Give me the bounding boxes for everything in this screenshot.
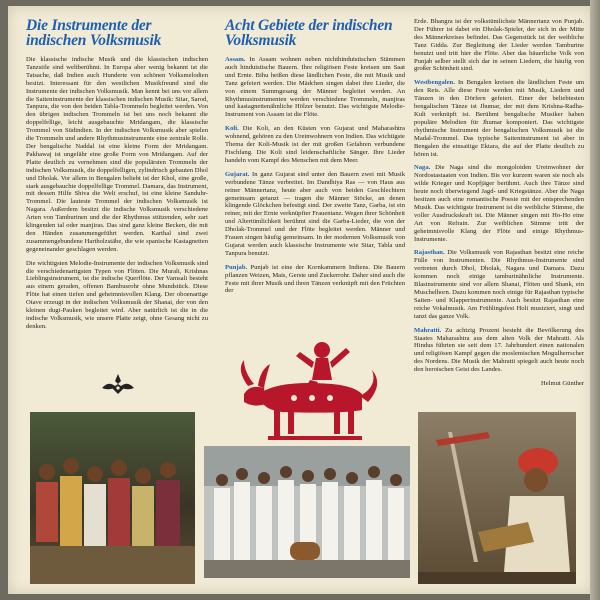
section-head: Mahratti. <box>414 326 442 334</box>
section-koli <box>225 125 405 165</box>
sleeve-edge <box>590 0 600 600</box>
section-text: Zu achtzig Prozent besteht die Bevölkerung des Staates Maharashtra aus dem alten Volk der Mahratti. Als Hindus führten sie seit dem 17. Jahrhundert einen nationalen und religiösen Kampf gegen die moslemischen Mogulherrscher des Nordens. Die Musik der Mahratti spiegelt auch heute noch den heroischen Geist des Landes. <box>414 326 584 374</box>
floral-ornament-icon <box>100 372 136 396</box>
column-regions-continued <box>414 18 584 394</box>
author-signature: Helmut Günther <box>540 380 584 388</box>
section-head: Westbengalen. <box>414 79 455 87</box>
photo-musicians-group <box>204 446 410 578</box>
section-text: In Bengalen kreisen die ländlichen Feste um den Reis. Alle diese Feste werden mit Musik, Liedern und Tänzen in den Dörfern gefeiert. Einer der beliebtesten bengalischen Tänze ist Jhumar, der mit dem Krishna-Radha-Kult verknüpft ist. Berühmt bengalische Musiker haben populäre Melodien für Jhumar komponiert. Das wichtigste rhythmische Instrument der bengalischen Volksmusik ist die Madal-Trommel. Das typische Saiteninstrument ist aber in Bengalen die einsaitige Ektara, die auf der Platte deutlich zu hören ist. <box>414 79 584 158</box>
rider-on-bull-motif <box>222 336 390 446</box>
punjab-continued: Erde. Bhangra ist der volkstümlichste Männertanz von Punjab. Der Führer ist dabei ein Dholak-Spieler, der sich in der Mitte des Männerkreises befindet. Das Gegenstück ist der weibliche Tanz Gidda. Zur Begleitung der Lieder werden Tamburine benutzt und tritt hier die Flöte. Aber das bäuerliche Volk von Punjab selber stellt sich dar in seinen Liedern, die häufig von großer Schönheit sind. <box>414 18 584 73</box>
photo-rajasthan-musician <box>418 412 576 584</box>
section-text: In ganz Gujarat sind unter den Bauern zwei mit Musik verbundene Tänze verbreitet. Im Dandhiya Ras — von Haus aus reiner Männertanz, heute aber auch von beiden Geschlechtern gemeinsam getanzt — tragen die Männer Stöcke, an denen klingende Glöckchen befestigt sind. Der zweite Tanz, Garba, ist ein reiner, mit der Ernte verknüpfter Frauentanz. Wegen ihrer Schönheit und Altertümlichkeit berühmt sind die Garba-Lieder, die von der Dholak-Trommel und der Flöte begleitet werden. Männer und Frauen singen häufig gemeinsam. In der modernen Volksmusik von Gujarat werden auch klassische Instrumente wie Sitar, Tabla und Tanpura benutzt. <box>225 170 405 257</box>
section-head: Assam. <box>225 56 246 63</box>
section-mahratti <box>414 327 584 374</box>
section-head: Gujarat. <box>225 170 250 178</box>
photo-women-dancers <box>30 412 195 584</box>
section-assam <box>225 56 405 119</box>
section-head: Naga. <box>414 164 431 172</box>
instruments-title: Die Instrumente der indischen Volksmusik <box>26 17 162 49</box>
section-westbengalen <box>414 79 584 158</box>
section-text: Die Koli, an den Küsten von Gujarat und Maharashtra wohnend, gehören zu den Ureinwohnern von Indien. Das wichtigste Thema der Koli-Musik ist der mit großen Gefahren verbundene Fischfang. Die Koli sind leidenschaftliche Sänger. Ihre Lieder handeln vom Kampf des Menschen mit dem Meer. <box>225 125 405 164</box>
regions-title: Acht Gebiete der indischen Volksmusik <box>225 17 393 49</box>
instruments-paragraph-1: Die klassische indische Musik und die klassischen indischen Tanzstile sind weltberühmt. In Europa aber wenig bekannt ist die Tatsache, daß Indien auch Hunderte von schönen Volksmelodien besitzt. Interessant für den westlichen Musikfreund sind die Instrumente der indischen Volksmusik. Man kennt bei uns vor allem die Saiteninstrumente der klassischen indischen Musik: Sitar, Sarod, Tanpura, die von den beiden Tabla-Trommeln begleitet werden. Von den übrigen indischen Trommeln ist bei uns noch bekannt die doppelfellige, leicht ausgebauchte Mridangam, die klassische Trommel von Südindien. In der indischen Volksmusik aber spielen die Trommeln und andere Rhythmusinstrumente eine zentrale Rolle. Der bengalische Naddal ist eine kleine Form der Mridangam. Pakhawaj ist ungefähr eine große Form von Mridangam. Auf der Platte deutlich zu vernehmen sind die populärsten Trommeln der indischen Volksmusik, die doppelfelligen, zylindrisch gebauten Dhol und Dholak. Vor allem in Bengalen beliebt ist der Khol, eine große, stark ausgebauchte doppelfellige Trommel. Damara, das Instrument, mit dessen Hilfe Shiva die Welt erschuf, ist eine kleine Sanduhr-Trommel. Die lauteste Trommel der indischen Volksmusik ist Nagara. Außerdem besitzt die indische Volksmusik verschiedene Arten von Tamburinen und die der Rhythmus stützenden, sehr zart klingenden tal oder manjiras. Das sind ganz kleine Becken, die mit den Händen zusammengeführt werden. Karthal sind zwei zusammengebundene Hartholzstäbe, die wie spanische Kastagnetten gegeneinander geschlagen werden. <box>26 56 208 253</box>
section-gujarat <box>225 171 405 258</box>
section-naga <box>414 164 584 243</box>
section-head: Rajasthan. <box>414 249 445 257</box>
section-rajasthan <box>414 249 584 320</box>
section-head: Koli. <box>225 125 239 133</box>
section-text: In Assam wohnen neben nichthinduistischen Stämmen auch hinduistische Bauern. Ihre religiösen Feste kreisen um Saat und Ernte. Bihu heißen diese ländlichen Feste, die mit Musik und Tanz gefeiert werden. Die Mädchen singen dabei ihre Lieder, die von einem Summgesang der Männer begleitet werden. An Rhythmusinstrumenten werden verschiedene Trommeln, manjiras und kastagnettenähnliche Hölzer benutzt. Das wichtigste Melodie-Instrument von Assam ist die Flöte. <box>225 56 405 119</box>
section-text: Die Volksmusik von Rajasthan besitzt eine reiche Fülle von Instrumenten. Die Rhythmus-Instrumente sind vertreten durch Dhol, Dholak, Nagara und Damara. Dazu kommen noch einige tamburinähnliche Instrumente. Blasinstrumente sind vor allem Shanai, Flöten und Shank, ein Muschelhorn. Dazu kommen noch einige für Rajasthan typische Saiten- und Klapperinstrumente. Auch besitzt Rajasthan eine reiche Vokalmusik. Am Frühlingsfest Holi musiziert, singt und tanzt das ganze Volk. <box>414 249 584 320</box>
instruments-paragraph-2: Die wichtigsten Melodie-Instrumente der indischen Volksmusik sind die verschiedenartigsten Typen von Flöten. Die Murali, Krishnas Lieblingsinstrument, ist die indische Querflöte. Der Vamsali besteht aus einem geraden, offenen Bambusrohr ohne Mundstück. Diese Flöte hat einen tiefen und geheimnisvollen Klang. Der oboenartige Otave erzeugt in der indischen Volksmusik der Shanai, der von den kleinen dugi-Pauken begleitet wird. Aber natürlich ist die in die indische Volksmusik, wie unsere Platte zeigt, ohne Gesang nicht zu denken. <box>26 259 208 330</box>
section-text: Punjab ist eine der Kornkammern Indiens. Die Bauern pflanzen Weizen, Mais, Gerste und Zuckerrohr. Daher sind auch die Feste mit ihrer Musik und ihren Tänzen verknüpft mit den Früchten der <box>225 263 405 295</box>
column-regions <box>225 18 405 301</box>
section-punjab <box>225 264 405 296</box>
column-instruments <box>26 18 208 337</box>
section-head: Punjab. <box>225 263 248 271</box>
section-text: Die Naga sind die mongoloiden Ureinwohner der Nordostastaaten von Indien. Bis vor kurzem waren sie noch als wilde Krieger und Kopfjäger berühmt. Auch ihre Tänze sind heute noch überwiegend Jagd- und Kriegstänze. Aber die Naga besitzen auch eine romantische Poesie mit der entsprechenden Musik. Das wichtigste Instrument ist die weibliche Stimme, die voller Ausdruckskraft ist. Die Männer singen mit Ho-Ho eine Art von Refrain. Zur weiblichen Stimme tritt der geheimnisvolle Klang der Flöte und einige Rhythmus-Instrumente. <box>414 164 584 243</box>
